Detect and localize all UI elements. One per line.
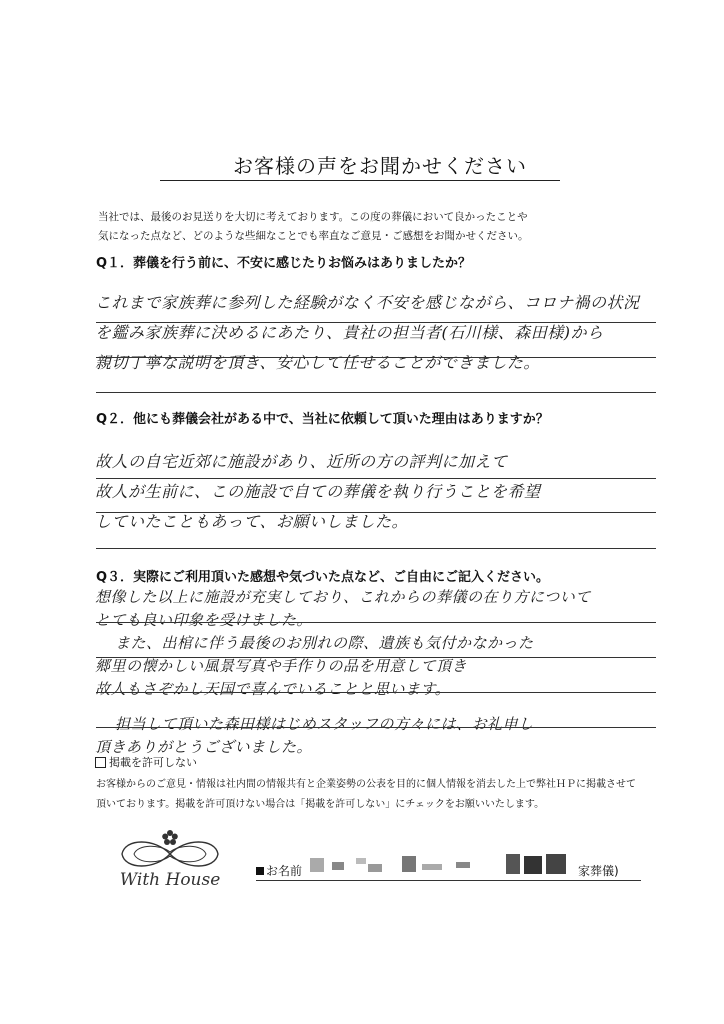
question-1-label: Q１．葬儀を行う前に、不安に感じたりお悩みはありましたか？ — [96, 256, 472, 271]
redaction-block — [310, 858, 324, 872]
answer-line: 頂きありがとうございました。 — [95, 738, 313, 756]
privacy-notice — [96, 775, 656, 815]
intro-line: 当社では、最後のお見送りを大切に考えております。この度の葬儀において良かったことや — [98, 211, 528, 223]
question-2-answer — [95, 447, 675, 537]
company-logo — [100, 828, 240, 898]
intro-line: 気になった点など、どのような些細なことでも率直なご意見・ご感想をお聞かせください。 — [98, 230, 529, 242]
page-title: お客様の声をお聞かせください — [233, 154, 527, 178]
redaction-block — [368, 864, 382, 872]
answer-line: していたこともあって、お願いしました。 — [95, 512, 409, 531]
question-3-answer — [95, 586, 675, 759]
redaction-block — [456, 862, 470, 868]
answer-rule — [96, 512, 656, 513]
answer-line: また、出棺に伴う最後のお別れの際、遺族も気付かなかった — [115, 634, 534, 652]
name-redaction — [310, 852, 572, 878]
name-field-label — [256, 862, 302, 879]
question-3-label: Q３．実際にご利用頂いた感想や気づいた点など、ご自由にご記入ください。 — [96, 570, 550, 585]
intro-text — [98, 208, 658, 246]
answer-line: 親切丁寧な説明を頂き、安心して任せることができました。 — [95, 353, 540, 372]
square-bullet-icon — [256, 867, 264, 875]
answer-line: 担当して頂いた森田様はじめスタッフの方々には、お礼申し — [115, 715, 534, 733]
consent-label: 掲載を許可しない — [109, 756, 197, 769]
name-suffix: 家葬儀) — [578, 864, 619, 878]
consent-option[interactable] — [95, 754, 197, 770]
answer-rule — [96, 322, 656, 323]
answer-line: 故人の自宅近郊に施設があり、近所の方の評判に加えて — [95, 452, 508, 471]
answer-rule — [96, 622, 656, 623]
answer-rule — [96, 692, 656, 693]
name-label-text: お名前 — [266, 864, 303, 878]
answer-line: 故人もさぞかし天国で喜んでいることと思います。 — [95, 680, 451, 698]
answer-rule — [96, 392, 656, 393]
redaction-block — [524, 856, 542, 874]
answer-rule — [96, 548, 656, 549]
notice-line: お客様からのご意見・情報は社内間の情報共有と企業姿勢の公表を目的に個人情報を消去した上で弊社ＨＰに掲載させて — [96, 779, 636, 790]
redaction-block — [402, 856, 416, 872]
notice-line: 頂いております。掲載を許可頂けない場合は「掲載を許可しない」にチェックをお願いいたします。 — [96, 799, 545, 810]
answer-line: とても良い印象を受けました。 — [95, 611, 313, 629]
answer-rule — [96, 478, 656, 479]
answer-line: を鑑み家族葬に決めるにあたり、貴社の担当者(石川様、森田様)から — [95, 323, 604, 342]
answer-rule — [96, 657, 656, 658]
redaction-block — [356, 858, 366, 864]
consent-checkbox[interactable] — [95, 757, 106, 768]
answer-rule — [96, 727, 656, 728]
answer-line: これまで家族葬に参列した経験がなく不安を感じながら、コロナ禍の状況 — [95, 293, 640, 312]
redaction-block — [422, 864, 442, 870]
title-underline — [160, 180, 560, 181]
answer-line: 想像した以上に施設が充実しており、これからの葬儀の在り方について — [95, 588, 591, 606]
flower-infinity-logo-icon — [100, 828, 240, 874]
name-underline — [256, 880, 641, 881]
answer-line: 故人が生前に、この施設で自ての葬儀を執り行うことを希望 — [95, 482, 541, 501]
logo-text: With House — [119, 870, 221, 890]
answer-line: 郷里の懐かしい風景写真や手作りの品を用意して頂き — [95, 657, 468, 675]
question-1-answer — [95, 288, 675, 378]
redaction-block — [506, 854, 520, 874]
redaction-block — [332, 862, 344, 870]
redaction-block — [546, 854, 566, 874]
question-2-label: Q２．他にも葬儀会社がある中で、当社に依頼して頂いた理由はありますか？ — [96, 412, 549, 427]
answer-rule — [96, 357, 656, 358]
